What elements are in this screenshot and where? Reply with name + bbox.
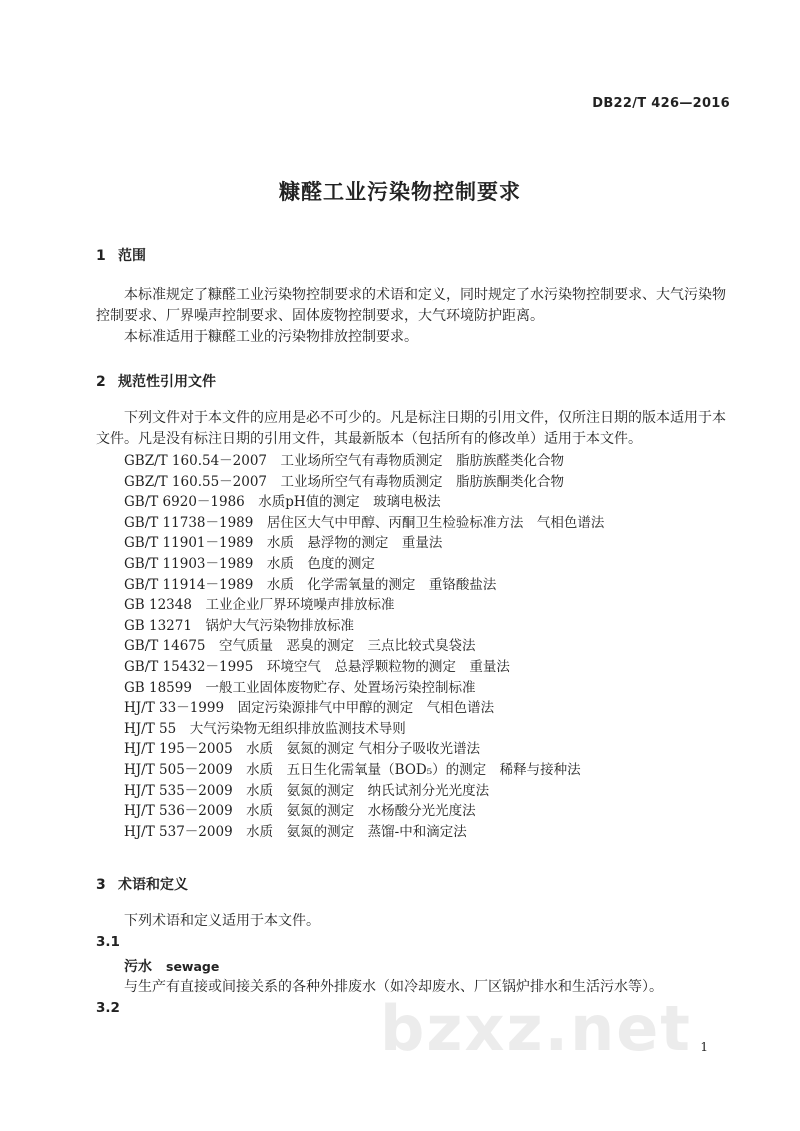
section-title: 范围	[118, 248, 146, 264]
standard-code: DB22/T 426—2016	[592, 96, 730, 111]
term-definition: 与生产有直接或间接关系的各种外排废水（如冷却废水、厂区锅炉排水和生活污水等）。	[124, 979, 663, 995]
term-name: 污水	[124, 959, 152, 975]
section-2-paragraph-1: 下列文件对于本文件的应用是必不可少的。凡是标注日期的引用文件，仅所注日期的版本适用于本文件。凡是没有标注日期的引用文件，其最新版本（包括所有的修改单）适用于本文件。	[96, 410, 726, 447]
section-3-heading	[96, 874, 188, 894]
reference-item: HJ/T 536－2009 水质 氨氮的测定 水杨酸分光光度法	[124, 803, 476, 820]
section-1-heading	[96, 245, 146, 265]
section-2-heading	[96, 371, 216, 391]
section-number: 1	[96, 248, 106, 264]
watermark: bzxz.net	[380, 992, 692, 1065]
reference-item: GB 18599 一般工业固体废物贮存、处置场污染控制标准	[124, 679, 476, 696]
reference-item: GB/T 6920－1986 水质pH值的测定 玻璃电极法	[124, 494, 441, 511]
reference-item: GBZ/T 160.55－2007 工业场所空气有毒物质测定 脂肪族酮类化合物	[124, 473, 565, 490]
reference-item: GBZ/T 160.54－2007 工业场所空气有毒物质测定 脂肪族醛类化合物	[124, 453, 565, 469]
term-number: 3.1	[96, 934, 120, 950]
reference-item: GB/T 11903－1989 水质 色度的测定	[124, 555, 375, 572]
term-heading	[124, 956, 219, 976]
reference-item: GB/T 15432－1995 环境空气 总悬浮颗粒物的测定 重量法	[124, 658, 510, 675]
reference-item: GB/T 11901－1989 水质 悬浮物的测定 重量法	[124, 535, 443, 552]
document-title: 糠醛工业污染物控制要求	[279, 180, 521, 204]
term-number: 3.2	[96, 1000, 120, 1016]
reference-item: GB/T 11914－1989 水质 化学需氧量的测定 重铬酸盐法	[124, 576, 497, 593]
term-english-name: sewage	[166, 959, 220, 974]
reference-item: GB/T 14675 空气质量 恶臭的测定 三点比较式臭袋法	[124, 638, 476, 655]
reference-item: GB/T 11738－1989 居住区大气中甲醇、丙酮卫生检验标准方法 气相色谱法	[124, 514, 605, 531]
normative-reference-list	[124, 451, 604, 842]
reference-item: GB 13271 锅炉大气污染物排放标准	[124, 617, 354, 634]
reference-item: HJ/T 55 大气污染物无组织排放监测技术导则	[124, 720, 406, 737]
section-number: 3	[96, 877, 106, 893]
section-1-paragraph-2: 本标准适用于糠醛工业的污染物排放控制要求。	[124, 329, 418, 345]
reference-item: HJ/T 537－2009 水质 氨氮的测定 蒸馏-中和滴定法	[124, 823, 467, 840]
section-title: 规范性引用文件	[118, 374, 216, 390]
reference-item: HJ/T 195－2005 水质 氨氮的测定 气相分子吸收光谱法	[124, 741, 480, 758]
section-1-paragraph-1: 本标准规定了糠醛工业污染物控制要求的术语和定义，同时规定了水污染物控制要求、大气污染物控制要求、厂界噪声控制要求、固体废物控制要求，大气环境防护距离。	[96, 287, 726, 324]
reference-item: HJ/T 33－1999 固定污染源排气中甲醇的测定 气相色谱法	[124, 700, 495, 717]
section-3-paragraph-1: 下列术语和定义适用于本文件。	[124, 913, 320, 929]
reference-item: HJ/T 535－2009 水质 氨氮的测定 纳氏试剂分光光度法	[124, 782, 490, 799]
page-number: 1	[700, 1040, 708, 1054]
reference-item: HJ/T 505－2009 水质 五日生化需氧量（BOD₅）的测定 稀释与接种法	[124, 761, 581, 778]
section-title: 术语和定义	[118, 877, 188, 893]
reference-item: GB 12348 工业企业厂界环境噪声排放标准	[124, 597, 395, 614]
section-number: 2	[96, 374, 106, 390]
